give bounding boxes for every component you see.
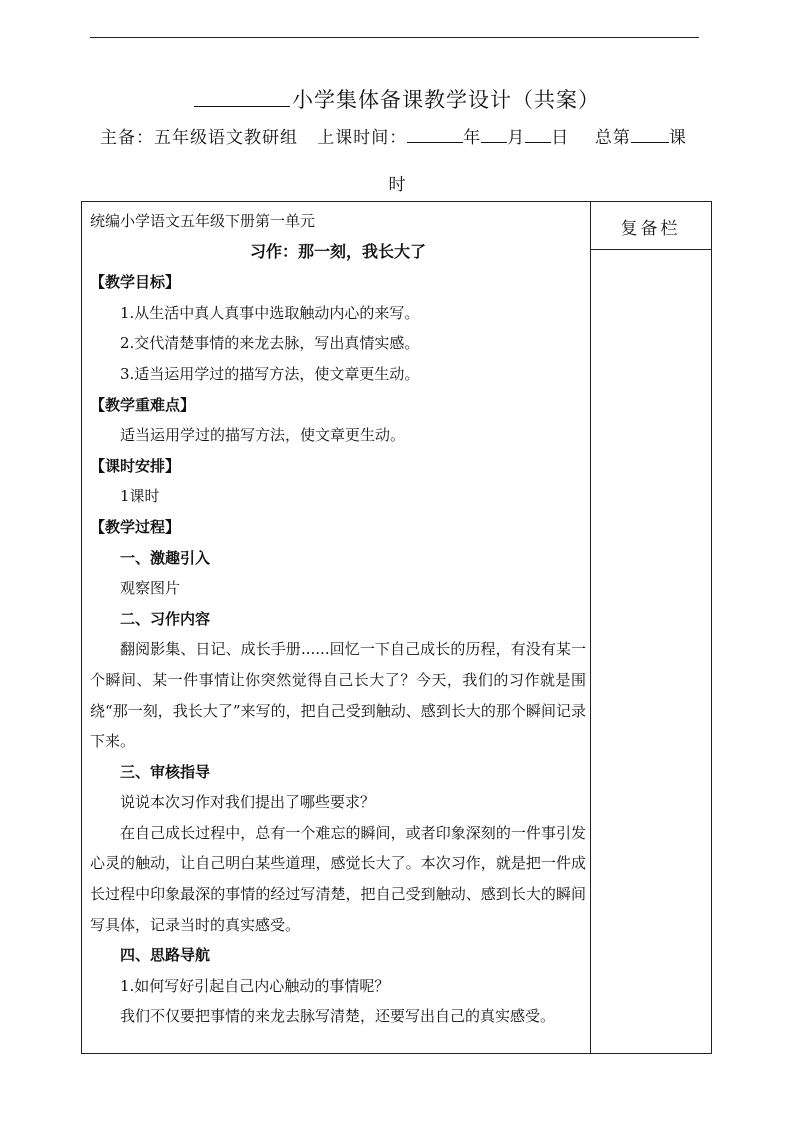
period-heading: 【课时安排】	[90, 456, 181, 475]
process-heading: 【教学过程】	[90, 517, 181, 536]
title-text: 小学集体备课教学设计（共案）	[292, 88, 600, 112]
school-name-blank	[194, 88, 290, 107]
key-heading: 【教学重难点】	[90, 395, 196, 414]
key-text: 适当运用学过的描写方法，使文章更生动。	[120, 426, 406, 445]
day-blank	[525, 126, 551, 143]
column-divider	[590, 202, 591, 1053]
lesson-table	[81, 201, 712, 1054]
page-title	[0, 84, 794, 114]
step4-question: 1.如何写好引起自己内心触动的事情呢？	[120, 976, 390, 995]
prep-label: 主备：五年级语文教研组	[100, 128, 298, 148]
period-unit: 课	[668, 128, 687, 148]
step3-heading: 三、审核指导	[120, 762, 211, 781]
step1-heading: 一、激趣引入	[120, 548, 211, 567]
goal-item: 2.交代清楚事情的来龙去脉，写出真情实感。	[120, 334, 420, 353]
year-blank	[407, 126, 463, 143]
period-text: 1课时	[120, 487, 160, 506]
period-blank	[631, 126, 669, 143]
month-blank	[481, 126, 507, 143]
header-rule	[90, 37, 699, 38]
lesson-content	[90, 206, 586, 1032]
time-label: 上课时间：	[317, 128, 408, 148]
goal-item: 3.适当运用学过的描写方法，使文章更生动。	[120, 364, 420, 383]
goals-heading: 【教学目标】	[90, 273, 181, 292]
step2-heading: 二、习作内容	[120, 609, 211, 628]
goal-item: 1.从生活中真人真事中选取触动内心的来写。	[120, 303, 420, 322]
unit-label: 统编小学语文五年级下册第一单元	[90, 212, 316, 230]
month-label: 月	[507, 128, 526, 148]
review-column-header: 复备栏	[620, 219, 681, 239]
step4-text: 我们不仅要把事情的来龙去脉写清楚，还要写出自己的真实感受。	[120, 1007, 556, 1026]
step4-heading: 四、思路导航	[120, 946, 211, 965]
step3-paragraph: 在自己成长过程中，总有一个难忘的瞬间，或者印象深刻的一件事引发心灵的触动，让自己明白某些道理，感觉长大了。本次习作，就是把一件成长过程中印象最深的事情的经过写清楚，把自己受到触动、感到长大的瞬间写具体，记录当时的真实感受。	[90, 823, 586, 934]
year-label: 年	[463, 128, 482, 148]
day-label: 日	[551, 128, 570, 148]
side-header-rule	[590, 249, 711, 250]
meta-wrap: 时	[388, 175, 406, 195]
meta-line	[100, 126, 700, 149]
step3-question: 说说本次习作对我们提出了哪些要求？	[120, 793, 376, 812]
step2-paragraph: 翻阅影集、日记、成长手册......回忆一下自己成长的历程，有没有某一个瞬间、某一件事情让你突然觉得自己长大了？今天，我们的习作就是围绕“那一刻，我长大了”来写的，把自己受到触动、感到长大的那个瞬间记录下来。	[90, 640, 586, 751]
total-label: 总第	[594, 128, 631, 148]
step1-text: 观察图片	[120, 579, 181, 598]
lesson-title: 习作：那一刻，我长大了	[249, 241, 426, 261]
